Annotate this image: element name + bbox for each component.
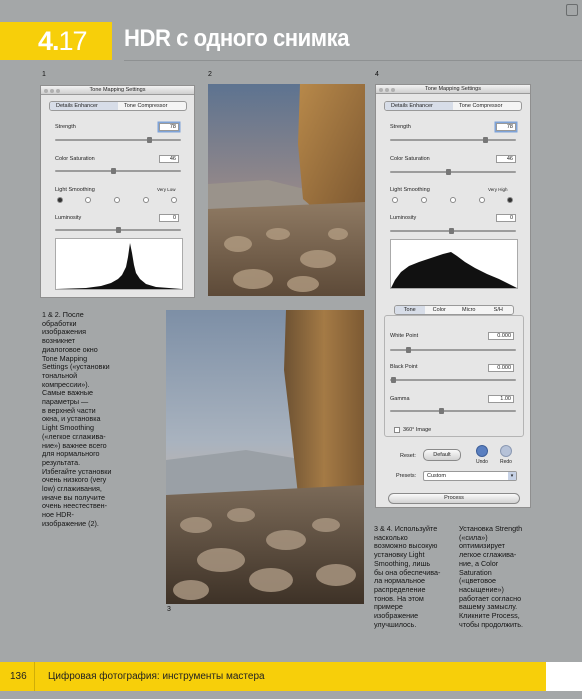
smoothing-radio-1[interactable] (392, 197, 398, 203)
black-point-label: Black Point (390, 364, 418, 370)
strength-field[interactable]: 78 (496, 123, 516, 131)
luminosity-field[interactable]: 0 (496, 214, 516, 222)
subtab-micro[interactable]: Micro (462, 307, 476, 313)
smoothing-radio-4[interactable] (143, 197, 149, 203)
image360-checkbox[interactable] (394, 427, 400, 433)
undo-label: Undo (476, 459, 488, 465)
smoothing-radio-5[interactable] (171, 197, 177, 203)
section-number-badge (0, 22, 112, 60)
smoothing-radio-2[interactable] (85, 197, 91, 203)
histogram (390, 239, 518, 289)
subtab-sh[interactable]: S/H (493, 307, 503, 313)
strength-slider-knob[interactable] (147, 137, 152, 143)
reset-label: Reset: (400, 453, 416, 459)
saturation-slider-knob[interactable] (111, 168, 116, 174)
tab-tone-compressor[interactable]: Tone Compressor (124, 103, 168, 109)
histogram-graph (56, 239, 182, 289)
tab-details-enhancer[interactable]: Details Enhancer (385, 102, 453, 110)
adjust-subtabs (394, 305, 514, 315)
saturation-slider[interactable] (390, 171, 516, 173)
photo-hdr-cliff-low-smoothing (208, 84, 365, 296)
book-title: Цифровая фотография: инструменты мастера (48, 671, 265, 682)
page-number: 136 (10, 671, 27, 682)
smoothing-hint: Very Low (157, 187, 176, 192)
saturation-slider[interactable] (55, 170, 181, 172)
caption-3-4: 3 & 4. Используйте насколько возможно высокую установку Light Smoothing, лишь бы она обеспечива- ла нормальное распределение тонов. На этом примере изображение улучшилось. (374, 524, 441, 629)
luminosity-field[interactable]: 0 (159, 214, 179, 222)
mode-tabs (49, 101, 187, 111)
presets-value: Custom (427, 473, 446, 479)
redo-icon[interactable] (500, 445, 512, 457)
histogram-graph (391, 240, 517, 288)
caption-1-2: 1 & 2. После обработки изображения возникнет диалоговое окно Tone Mapping Settings («установки тональной компрессии»). Самые важные параметры — в верхней части окна, и установка Light Smoothing («легкое сглажива- ние») важнее всего для нормального результата. Избегайте установки очень низкого (very low) сглаживания, иначе вы получите очень неестествен- ное HDR- изображение (2). (42, 310, 112, 528)
luminosity-slider-knob[interactable] (449, 228, 454, 234)
strength-slider[interactable] (55, 139, 181, 141)
smoothing-radio-2[interactable] (421, 197, 427, 203)
caption-strength: Установка Strength («сила») оптимизирует легкое сглажива- ние, а Color Saturation («цветовое насыщение») работает согласно вашему замыслу. Кликните Process, чтобы продолжить. (459, 524, 524, 629)
corner-mark-icon (566, 4, 578, 16)
footer-divider (34, 662, 35, 691)
saturation-label: Color Saturation (55, 156, 95, 162)
strength-slider[interactable] (390, 139, 516, 141)
saturation-field[interactable]: 46 (159, 155, 179, 163)
default-button[interactable]: Default (423, 449, 461, 461)
gamma-field[interactable]: 1.00 (488, 395, 514, 403)
luminosity-label: Luminosity (390, 215, 417, 221)
black-point-field[interactable]: 0.000 (488, 364, 514, 372)
tab-tone-compressor[interactable]: Tone Compressor (459, 103, 503, 109)
presets-select[interactable] (423, 471, 517, 481)
smoothing-radio-3[interactable] (114, 197, 120, 203)
chevron-down-icon: ▾ (508, 472, 516, 480)
section-minor: 17 (58, 26, 87, 56)
smoothing-label: Light Smoothing (390, 187, 430, 193)
saturation-field[interactable]: 46 (496, 155, 516, 163)
tone-mapping-dialog-1 (40, 85, 195, 298)
saturation-slider-knob[interactable] (446, 169, 451, 175)
image360-label: 360° Image (403, 427, 432, 433)
gamma-slider[interactable] (390, 410, 516, 412)
saturation-label: Color Saturation (390, 156, 430, 162)
presets-label: Presets: (396, 473, 417, 479)
strength-label: Strength (55, 124, 76, 130)
black-point-slider-knob[interactable] (391, 377, 396, 383)
figure-number-1: 1 (42, 71, 46, 78)
smoothing-radio-5[interactable] (507, 197, 513, 203)
strength-field[interactable]: 78 (159, 123, 179, 131)
figure-number-2: 2 (208, 71, 212, 78)
smoothing-label: Light Smoothing (55, 187, 95, 193)
dialog-titlebar (376, 85, 530, 94)
header-rule (124, 60, 582, 61)
footer-end-cap (546, 662, 582, 691)
smoothing-radio-1[interactable] (57, 197, 63, 203)
smoothing-radio-4[interactable] (479, 197, 485, 203)
subtab-tone[interactable]: Tone (395, 306, 425, 314)
redo-label: Redo (500, 459, 512, 465)
subtab-color[interactable]: Color (432, 307, 446, 313)
strength-slider-knob[interactable] (483, 137, 488, 143)
footer-bar (0, 662, 582, 691)
undo-icon[interactable] (476, 445, 488, 457)
gamma-slider-knob[interactable] (439, 408, 444, 414)
tab-details-enhancer[interactable]: Details Enhancer (50, 102, 118, 110)
luminosity-slider-knob[interactable] (116, 227, 121, 233)
dialog-title: Tone Mapping Settings (89, 87, 146, 93)
strength-label: Strength (390, 124, 411, 130)
figure-number-4: 4 (375, 71, 379, 78)
process-button[interactable]: Process (388, 493, 520, 504)
black-point-slider[interactable] (390, 379, 516, 381)
figure-number-3: 3 (167, 606, 171, 613)
smoothing-hint: Very High (488, 187, 508, 192)
page-title: HDR с одного снимка (124, 25, 350, 52)
white-point-label: White Point (390, 333, 419, 339)
gamma-label: Gamma (390, 396, 410, 402)
white-point-field[interactable]: 0.000 (488, 332, 514, 340)
dialog-titlebar (41, 86, 194, 95)
dialog-title: Tone Mapping Settings (425, 86, 481, 92)
tone-mapping-dialog-4 (375, 84, 531, 508)
smoothing-radio-3[interactable] (450, 197, 456, 203)
white-point-slider-knob[interactable] (406, 347, 411, 353)
histogram (55, 238, 183, 290)
luminosity-label: Luminosity (55, 215, 82, 221)
mode-tabs (384, 101, 522, 111)
section-major: 4. (38, 26, 59, 56)
photo-hdr-cliff-high-smoothing (166, 310, 364, 604)
